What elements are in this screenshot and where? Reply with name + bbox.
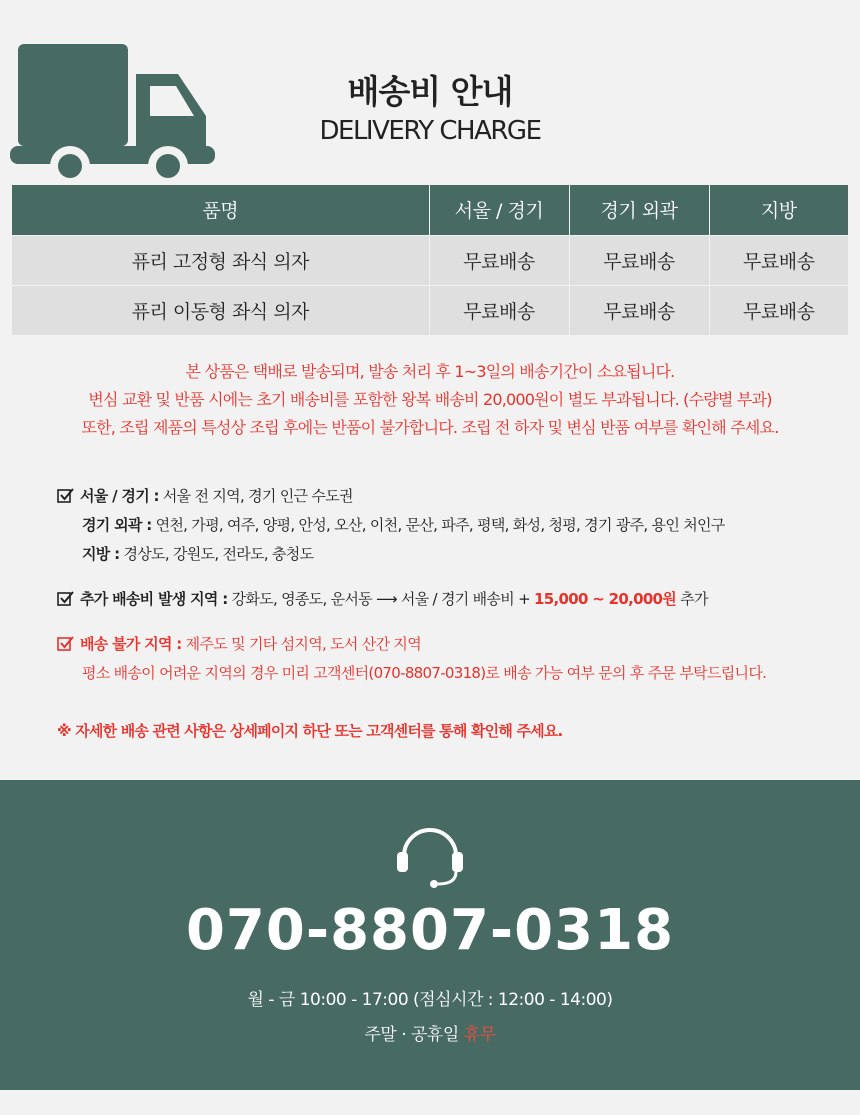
region-text: 경상도, 강원도, 전라도, 충청도: [119, 545, 314, 563]
product-name-cell: 퓨리 고정형 좌식 의자: [12, 235, 429, 285]
arrow-icon: ⟶: [376, 590, 397, 608]
checkbox-icon: [57, 488, 74, 503]
table-cell: 무료배송: [569, 285, 709, 335]
truck-icon: [10, 40, 215, 190]
extra-charge-base: 서울 / 경기 배송비 +: [396, 590, 535, 608]
page-title: 배송비 안내: [347, 72, 513, 111]
extra-charge-row: [57, 585, 847, 614]
table-cell: 무료배송: [569, 235, 709, 285]
shipping-notice: [0, 358, 860, 442]
extra-charge-label: 추가 배송비 발생 지역 :: [80, 590, 228, 608]
checkbox-icon: [57, 591, 74, 606]
table-cell: 무료배송: [429, 235, 569, 285]
contact-section: [0, 780, 860, 1090]
notice-line: 변심 교환 및 반품 시에는 초기 배송비를 포함한 왕복 배송비 20,000원이 별도 부과됩니다. (수량별 부과): [88, 390, 772, 409]
table-cell: 무료배송: [709, 285, 848, 335]
unavailable-row: [57, 630, 847, 659]
region-info: [57, 482, 847, 688]
bottom-spacer: [0, 1090, 860, 1115]
region-outer: [57, 511, 847, 540]
column-header: 품명: [12, 185, 429, 235]
holiday-off: 휴무: [463, 1025, 496, 1045]
region-label: 지방 :: [82, 545, 120, 563]
extra-charge-amount: 15,000 ~ 20,000원: [534, 590, 677, 608]
region-label: 서울 / 경기 :: [80, 487, 159, 505]
region-seoul: [57, 482, 847, 511]
column-header: 경기 외곽: [569, 185, 709, 235]
table-cell: 무료배송: [429, 285, 569, 335]
extra-charge-suffix: 추가: [676, 590, 708, 608]
table-header-row: [12, 185, 848, 235]
table-row: [12, 235, 848, 285]
column-header: 서울 / 경기: [429, 185, 569, 235]
notice-line: 본 상품은 택배로 발송되며, 발송 처리 후 1~3일의 배송기간이 소요됩니다.: [185, 362, 675, 381]
unavailable-areas: 제주도 및 기타 섬지역, 도서 산간 지역: [181, 635, 422, 653]
extra-charge-areas: 강화도, 영종도, 운서동: [227, 590, 372, 608]
region-local: [57, 540, 847, 569]
holiday-prefix: 주말 · 공휴일: [364, 1025, 464, 1045]
region-text: 연천, 가평, 여주, 양평, 안성, 오산, 이천, 문산, 파주, 평택, 화성, 청평, 경기 광주, 용인 처인구: [151, 516, 725, 534]
table-cell: 무료배송: [709, 235, 848, 285]
region-label: 경기 외곽 :: [82, 516, 152, 534]
delivery-rate-table: [12, 185, 848, 335]
unavailable-note: 평소 배송이 어려운 지역의 경우 미리 고객센터(070-8807-0318)로 배송 가능 여부 문의 후 주문 부탁드립니다.: [82, 664, 767, 682]
region-text: 서울 전 지역, 경기 인근 수도권: [158, 487, 353, 505]
table-row: [12, 285, 848, 335]
headset-icon: [394, 820, 466, 890]
product-name-cell: 퓨리 이동형 좌식 의자: [12, 285, 429, 335]
phone-number: 070-8807-0318: [185, 898, 675, 963]
unavailable-label: 배송 불가 지역 :: [80, 635, 182, 653]
checkbox-icon: [57, 636, 74, 651]
business-hours: 월 - 금 10:00 - 17:00 (점심시간 : 12:00 - 14:00): [247, 990, 613, 1010]
page-subtitle: DELIVERY CHARGE: [319, 116, 541, 146]
holiday-info: [0, 1020, 860, 1045]
column-header: 지방: [709, 185, 848, 235]
footnote: ※ 자세한 배송 관련 사항은 상세페이지 하단 또는 고객센터를 통해 확인해 주세요.: [57, 722, 563, 740]
notice-line: 또한, 조립 제품의 특성상 조립 후에는 반품이 불가합니다. 조립 전 하자 및 변심 반품 여부를 확인해 주세요.: [81, 418, 779, 437]
